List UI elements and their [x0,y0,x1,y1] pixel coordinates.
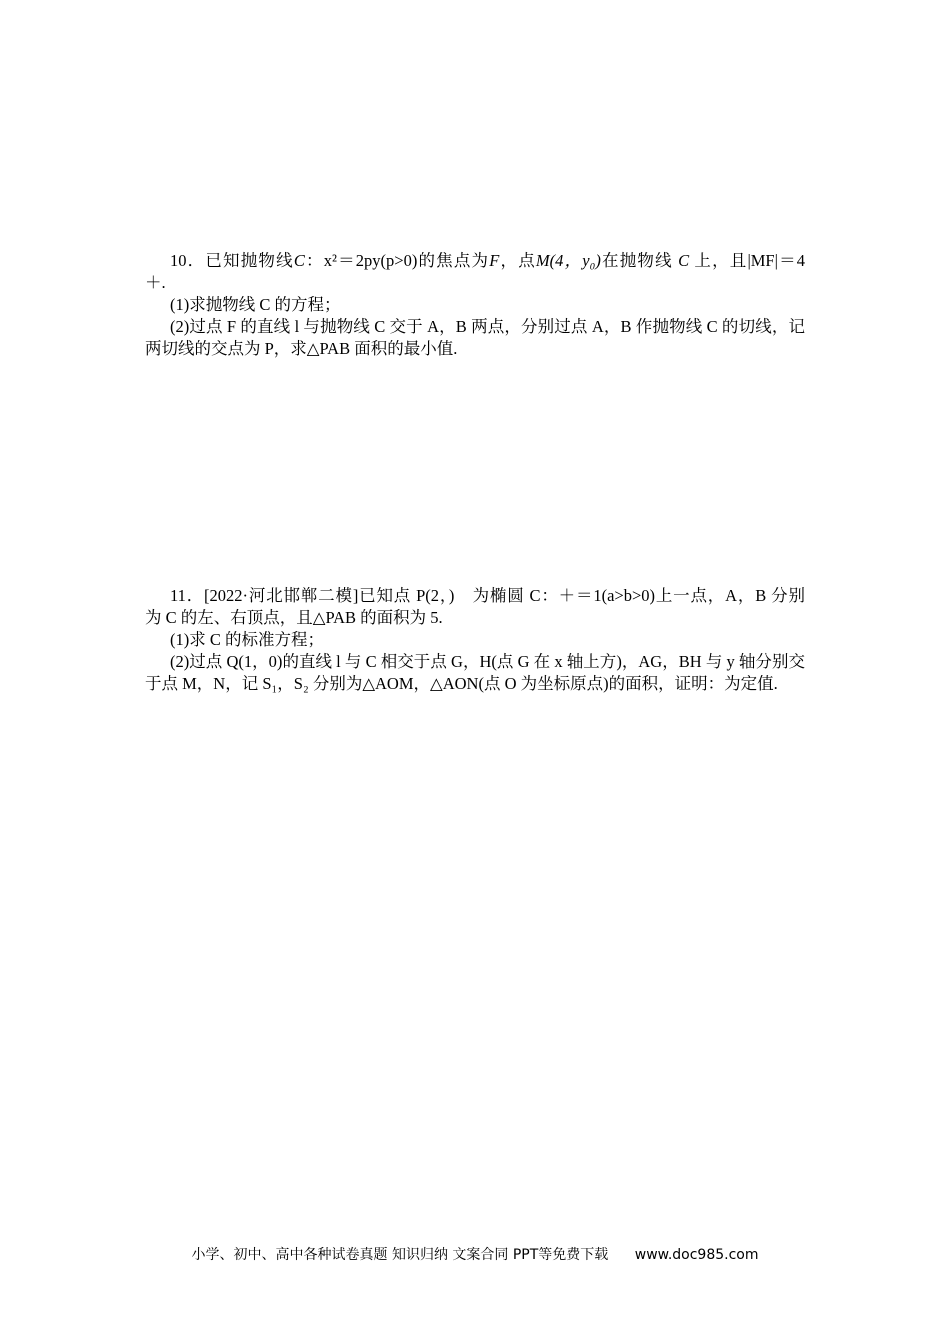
q10-line2: ＋. [145,273,166,292]
q11-sub2-a: (2)过点 Q(1，0)的直线 l 与 C 相交于点 G，H(点 G 在 x 轴上方)，AG，BH 与 y 轴分别交 [170,652,805,671]
footer-url[interactable]: www.doc985.com [634,1247,759,1263]
q11-line1: 11．[2022·河北邯郸二模]已知点 P(2，) 为椭圆 C：＋＝1(a>b>0)上一点，A，B 分别 [170,586,805,605]
page-footer [0,1244,950,1264]
q10-line1: 10．已知抛物线C：x²＝2py(p>0)的焦点为F，点M(4，y₀)在抛物线 C 上，且|MF|＝4 [170,251,806,270]
q11-sub2-b: 于点 M，N，记 S₁，S₂ 分别为△AOM，△AON(点 O 为坐标原点)的面积，证明：为定值. [145,674,778,693]
q11-line2: 为 C 的左、右顶点，且△PAB 的面积为 5. [145,608,443,627]
q10-sub1: (1)求抛物线 C 的方程； [170,295,341,314]
q10-number: 10． [170,251,206,270]
q11-sub1: (1)求 C 的标准方程； [170,630,324,649]
q10-sub2-a: (2)过点 F 的直线 l 与抛物线 C 交于 A，B 两点，分别过点 A，B 作抛物线 C 的切线，记 [170,317,805,336]
q10-sub2-b: 两切线的交点为 P，求△PAB 面积的最小值. [145,339,458,358]
footer-text: 小学、初中、高中各种试卷真题 知识归纳 文案合同 PPT等免费下载 [191,1247,609,1263]
